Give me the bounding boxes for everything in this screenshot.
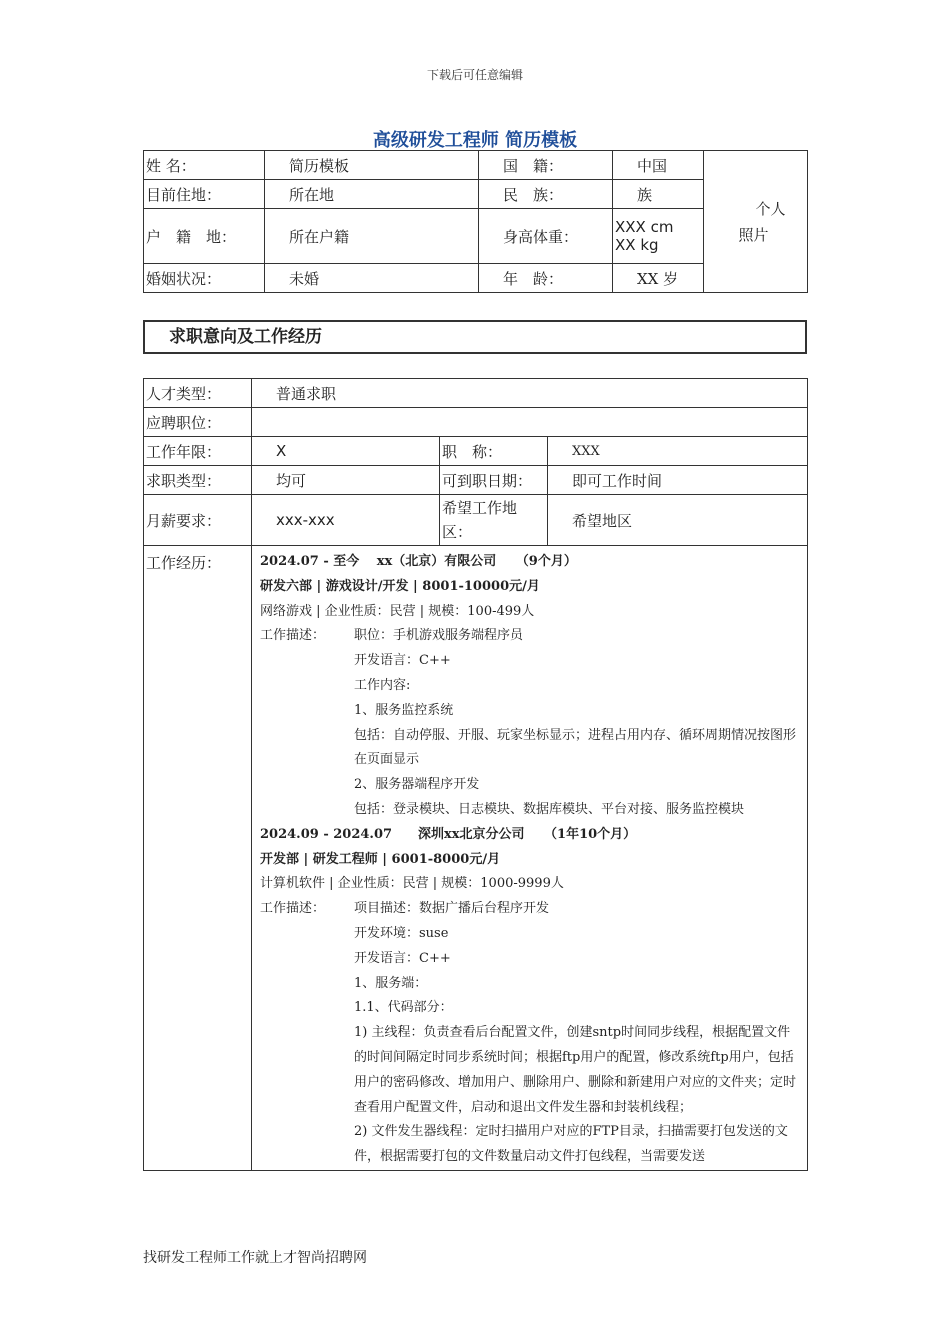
experience-list [260, 550, 801, 1170]
start-date-label: 可到职日期： [440, 466, 548, 495]
experience-line: 包括：自动停服、开服、玩家坐标显示；进程占用内存、循环周期情况按图形在页面显示 [354, 727, 797, 768]
experience-line: 2) 文件发生器线程：定时扫描用户对应的FTP目录，扫描需要打包发送的文件，根据需要打包的文件数量启动文件打包线程，当需要发送 [354, 1124, 788, 1165]
section-title [143, 320, 807, 354]
salary-value: xxx-xxx [252, 495, 440, 546]
experience-line: 开发部 | 研发工程师 | 6001-8000元/月 [260, 851, 501, 867]
job-type-value: 均可 [252, 466, 440, 495]
height-value: XXX cm [615, 218, 674, 236]
name-value: 简历模板 [265, 151, 479, 180]
experience-content [252, 546, 808, 1171]
ethnic-label: 民 族： [479, 180, 613, 209]
experience-line: 开发语言：C++ [354, 653, 451, 669]
marital-value: 未婚 [265, 264, 479, 293]
area-label: 希望工作地区： [440, 495, 548, 546]
experience-line [260, 624, 801, 649]
experience-line: 开发语言：C++ [354, 950, 451, 966]
experience-line: 1、服务监控系统 [354, 702, 454, 718]
experience-line [260, 897, 801, 922]
age-label: 年 龄： [479, 264, 613, 293]
height-weight-value [613, 209, 704, 264]
hukou-label: 户 籍 地： [144, 209, 265, 264]
page-title: 高级研发工程师 简历模板 [372, 130, 578, 151]
job-intent-table [143, 378, 808, 1171]
start-date-value: 即可工作时间 [548, 466, 808, 495]
section-title-text: 求职意向及工作经历 [169, 327, 322, 347]
years-value: X [252, 437, 440, 466]
job-title-label: 职 称： [440, 437, 548, 466]
position-value [252, 408, 808, 437]
weight-value: XX kg [615, 236, 659, 254]
job-title-value: XXX [548, 437, 808, 466]
experience-line: 包括：登录模块、日志模块、数据库模块、平台对接、服务监控模块 [354, 801, 745, 817]
experience-line: 工作内容: [354, 677, 411, 693]
experience-line: 网络游戏 | 企业性质：民营 | 规模：100-499人 [260, 603, 535, 619]
nation-value: 中国 [613, 151, 704, 180]
years-label: 工作年限： [144, 437, 252, 466]
experience-line: 开发环境：suse [354, 925, 449, 941]
marital-label: 婚姻状况： [144, 264, 265, 293]
hukou-value: 所在户籍 [265, 209, 479, 264]
photo-label-2: 照片 [738, 225, 769, 244]
photo-placeholder [704, 151, 808, 293]
talent-value: 普通求职 [252, 379, 808, 408]
name-label: 姓 名： [144, 151, 265, 180]
header-note: 下载后可任意编辑 [426, 68, 523, 82]
position-label: 应聘职位： [144, 408, 252, 437]
experience-label: 工作经历： [144, 546, 252, 1171]
nation-label: 国 籍： [479, 151, 613, 180]
residence-value: 所在地 [265, 180, 479, 209]
work-desc-label: 工作描述： [260, 628, 326, 644]
experience-line: 2、服务器端程序开发 [354, 777, 480, 793]
experience-line: 2024.09 - 2024.07 深圳xx北京分公司 （1年10个月） [260, 826, 637, 842]
photo-label-1: 个人 [755, 199, 786, 218]
height-weight-label: 身高体重： [479, 209, 613, 264]
experience-line: 计算机软件 | 企业性质：民营 | 规模：1000-9999人 [260, 876, 564, 892]
area-value: 希望地区 [548, 495, 808, 546]
job-type-label: 求职类型： [144, 466, 252, 495]
experience-line: 研发六部 | 游戏设计/开发 | 8001-10000元/月 [260, 578, 540, 594]
experience-line: 1) 主线程：负责查看后台配置文件，创建sntp时间同步线程，根据配置文件的时间间隔定时同步系统时间；根据ftp用户的配置，修改系统ftp用户，包括用户的密码修改、增加用户、删除用户、删除和新建用户对应的文件夹；定时查看用户配置文件，启动和退出文件发生器和封装机线程； [354, 1025, 797, 1115]
residence-label: 目前住地： [144, 180, 265, 209]
work-desc-text: 职位：手机游戏服务端程序员 [354, 628, 524, 644]
experience-line: 2024.07 - 至今 xx（北京）有限公司 （9个月） [260, 554, 577, 569]
ethnic-value: 族 [613, 180, 704, 209]
work-desc-label: 工作描述： [260, 901, 326, 917]
age-value: XX 岁 [613, 264, 704, 293]
experience-line: 1、服务端： [354, 975, 428, 991]
salary-label: 月薪要求： [144, 495, 252, 546]
talent-label: 人才类型： [144, 379, 252, 408]
work-desc-text: 项目描述：数据广播后台程序开发 [354, 901, 550, 917]
footer-text: 找研发工程师工作就上才智尚招聘网 [143, 1250, 367, 1266]
experience-line: 1.1、代码部分： [354, 1000, 453, 1016]
personal-info-table [143, 150, 808, 293]
